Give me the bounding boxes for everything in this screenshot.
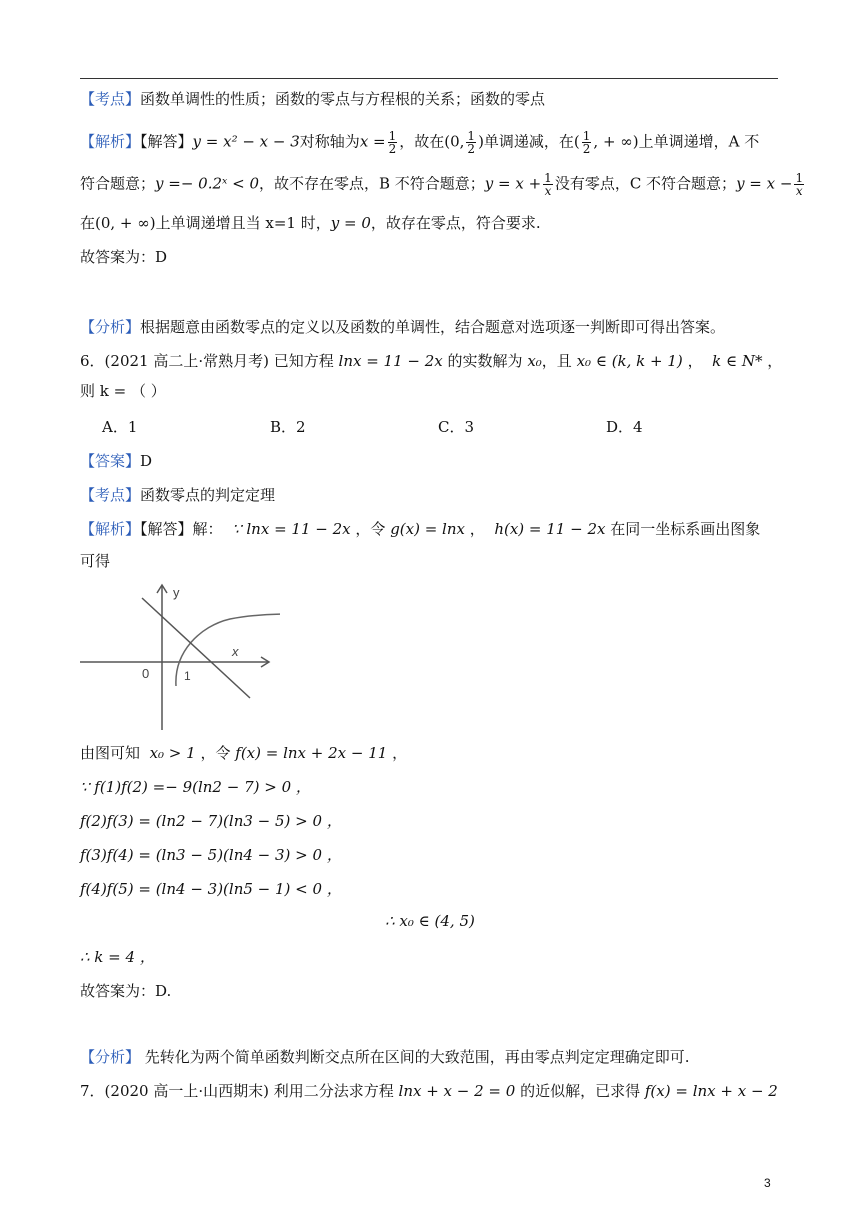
text: 符合题意；	[80, 174, 156, 193]
text: ，	[469, 520, 485, 538]
q6-derivation-a	[80, 742, 407, 764]
origin-label: 0	[142, 666, 150, 681]
kaodian-tag: 【考点】	[80, 486, 141, 504]
answer-value: D	[140, 452, 153, 470]
q6-answer-conclusion: 故答案为：D.	[80, 982, 172, 1000]
q6-fenxi-line	[80, 1046, 690, 1068]
denominator: 2	[388, 142, 397, 156]
denominator: 2	[582, 142, 591, 156]
numerator: 1	[388, 129, 397, 143]
text: ，故在(0,	[399, 132, 465, 151]
text: 6．(2021 高二上·常熟月考) 已知方程	[80, 352, 334, 370]
q6-derivation-e: f(4)f(5) = (ln4 − 3)(ln5 − 1) < 0 ，	[80, 880, 342, 898]
text: 【解答】	[140, 132, 193, 151]
equation: y = x² − x − 3	[192, 132, 300, 151]
numerator: 1	[582, 129, 591, 143]
fenxi-tag: 【分析】	[80, 318, 141, 336]
kaodian-tag: 【考点】	[80, 90, 141, 108]
option-a: A．1	[102, 418, 138, 436]
one-label: 1	[184, 669, 191, 683]
equation: g(x) = lnx	[390, 520, 465, 538]
ln-curve	[176, 614, 280, 686]
option-d: D．4	[606, 418, 643, 436]
q6-derivation-g: ∴ k = 4 ，	[80, 948, 155, 966]
text: ，故存在零点，符合要求.	[370, 214, 541, 232]
text: 的实数解为	[447, 352, 523, 370]
q5-fenxi-line	[80, 316, 725, 338]
page-number: 3	[764, 1176, 771, 1190]
equation: y = 0	[330, 214, 371, 232]
denominator: 2	[467, 142, 476, 156]
text: ，	[392, 744, 408, 762]
q5-jiexi-line-3	[80, 212, 541, 234]
fraction	[543, 172, 553, 197]
text: 没有零点，C 不符合题意；	[554, 174, 737, 193]
kaodian-text: 函数零点的判定定理	[140, 486, 276, 504]
fraction	[466, 130, 476, 155]
numerator: 1	[467, 129, 476, 143]
text: ，且	[541, 352, 572, 370]
text: )单调递减，在(	[478, 132, 580, 151]
fenxi-tag: 【分析】	[80, 1048, 141, 1066]
q6-derivation-f: ∴ x₀ ∈ (4, 5)	[385, 912, 475, 930]
q6-stem-line-2: 则 k = （ ）	[80, 382, 166, 400]
q5-kaodian-line	[80, 88, 545, 110]
option-c: C．3	[438, 418, 475, 436]
function-graph	[80, 582, 280, 734]
equation: y = x −	[736, 174, 793, 193]
option-b: B．2	[270, 418, 306, 436]
denominator: x	[795, 184, 803, 198]
q5-answer-line: 故答案为：D	[80, 248, 168, 266]
equation: y = x +	[484, 174, 542, 193]
text: ，	[767, 352, 783, 370]
q6-jiexi-line-1	[80, 518, 760, 540]
y-label: y	[173, 585, 180, 600]
text: 7．(2020 高一上·山西期末) 利用二分法求方程	[80, 1082, 394, 1100]
equation: x₀ ∈ (k, k + 1)	[576, 352, 683, 370]
denominator: x	[544, 184, 552, 198]
equation: lnx = 11 − 2x	[338, 352, 443, 370]
header-rule	[80, 78, 778, 79]
numerator: 1	[544, 171, 552, 185]
jiexi-tag: 【解析】	[80, 132, 141, 151]
text: 在同一坐标系画出图象	[610, 520, 761, 538]
jiexi-tag: 【解析】	[80, 520, 141, 538]
equation: x =	[359, 132, 386, 151]
text: 在(0, + ∞)上单调递增且当 x=1 时，	[80, 214, 331, 232]
fraction	[794, 172, 804, 197]
equation: lnx + x − 2 = 0	[398, 1082, 516, 1100]
equation: h(x) = 11 − 2x	[494, 520, 606, 538]
text: 【解答】解：	[140, 520, 223, 538]
q7-stem-line	[80, 1080, 778, 1102]
equation: y =− 0.2ˣ < 0	[155, 174, 259, 193]
text: ，令	[200, 744, 231, 762]
q6-derivation-c: f(2)f(3) = (ln2 − 7)(ln3 − 5) > 0 ，	[80, 812, 342, 830]
kaodian-text: 函数单调性的性质；函数的零点与方程根的关系；函数的零点	[140, 90, 546, 108]
q6-derivation-d: f(3)f(4) = (ln3 − 5)(ln4 − 3) > 0 ，	[80, 846, 342, 864]
fenxi-text: 先转化为两个简单函数判断交点所在区间的大致范围，再由零点判定定理确定即可.	[140, 1048, 690, 1066]
text: ，	[687, 352, 703, 370]
q5-jiexi-line-2	[80, 172, 806, 197]
text: 的近似解，已求得	[520, 1082, 641, 1100]
q6-answer-line	[80, 450, 152, 472]
equation: f(x) = lnx + x − 2	[644, 1082, 778, 1100]
equation: x₀	[527, 352, 542, 370]
text: , + ∞)上单调递增，A 不	[593, 132, 760, 151]
fraction	[388, 130, 398, 155]
q6-derivation-b: ∵ f(1)f(2) =− 9(ln2 − 7) > 0 ，	[80, 778, 311, 796]
text: ，令	[355, 520, 386, 538]
text: 由图可知	[80, 744, 141, 762]
text: 对称轴为	[299, 132, 360, 151]
q6-kaodian-line	[80, 484, 275, 506]
q5-jiexi-line-1	[80, 130, 759, 155]
q6-jiexi-line-2: 可得	[80, 552, 111, 570]
x-label: x	[232, 644, 239, 659]
equation: k ∈ N*	[712, 352, 763, 370]
text: ，故不存在零点，B 不符合题意；	[259, 174, 485, 193]
equation: f(x) = lnx + 2x − 11	[235, 744, 388, 762]
daan-tag: 【答案】	[80, 452, 141, 470]
q6-stem-line-1	[80, 350, 782, 372]
fenxi-text: 根据题意由函数零点的定义以及函数的单调性，结合题意对选项逐一判断即可得出答案。	[140, 318, 726, 336]
equation: ∵ lnx = 11 − 2x	[232, 520, 351, 538]
numerator: 1	[795, 171, 804, 185]
fraction	[582, 130, 592, 155]
equation: x₀ > 1	[149, 744, 196, 762]
